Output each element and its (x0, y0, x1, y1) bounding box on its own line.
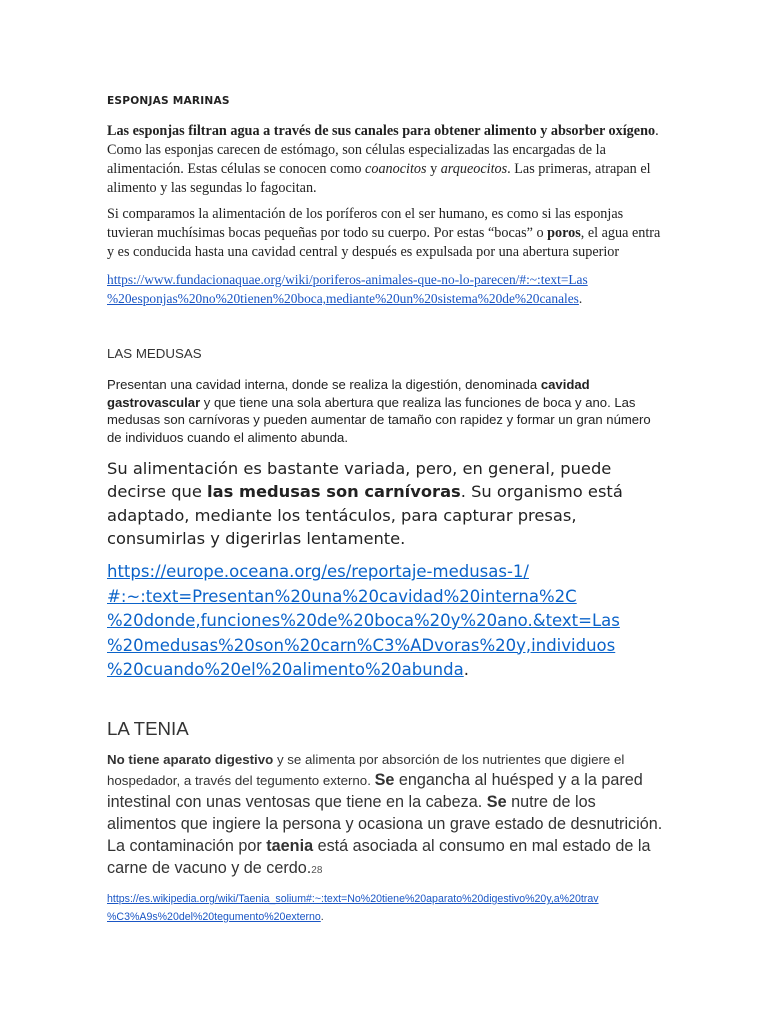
taenia-term: taenia (266, 837, 314, 855)
medusas-link-line-4: %20medusas%20son%20carn%C3%ADvoras%20y,individuos (107, 635, 616, 655)
tenia-p-bold-1: No tiene aparato digestivo (107, 752, 274, 767)
medusas-link-line-2: #:~:text=Presentan%20una%20cavidad%20interna%2C (107, 586, 577, 606)
coanocitos-term: coanocitos (365, 161, 427, 177)
esponjas-source-link-block (107, 270, 667, 308)
medusas-source-link[interactable] (107, 562, 620, 679)
medusas-p1-end: y que tiene una sola abertura que realiza las funciones de boca y ano. Las medusas son carnívoras y pueden aumentar de tamaño con rapidez y formar un gran número de individuos cuando el alimento abunda. (107, 394, 651, 445)
esponjas-p2-text: Si comparamos la alimentación de los poríferos con el ser humano, es como si las esponjas tuvieran muchísimas bocas pequeñas por todo su cuerpo. Por estas “bocas” o (107, 206, 624, 241)
medusas-source-link-block (107, 560, 667, 683)
tenia-paragraph (107, 751, 667, 880)
esponjas-p1-end: . Las primeras, atrapan el alimento y las segundas lo fagocitan. (107, 161, 651, 196)
medusas-link-line-1: https://europe.oceana.org/es/reportaje-medusas-1/ (107, 562, 529, 581)
tenia-source-link[interactable] (107, 893, 599, 923)
medusas-paragraph-1 (107, 376, 667, 446)
footnote-reference: 28 (311, 865, 323, 876)
esponjas-p2-end: , el agua entra y es conducida hasta una cavidad central y después es expulsada por una abertura superior (107, 225, 661, 260)
medusas-paragraph-2 (107, 457, 667, 550)
medusas-p1-text: Presentan una cavidad interna, donde se realiza la digestión, denominada (107, 377, 541, 392)
tenia-p-bold-2: Se (374, 771, 395, 789)
esponjas-p1-text: . Como las esponjas carecen de estómago, son células especializadas las encargadas de la alimentación. Estas células se conocen como (107, 123, 659, 177)
tenia-p-text-1: y se alimenta por absorción de los nutrientes que digiere el hospedador, a través del tegumento externo. (107, 752, 625, 788)
esponjas-paragraph-1 (107, 122, 667, 198)
medusas-p2-end: . Su organismo está adaptado, mediante los tentáculos, para capturar presas, consumirlas y digerirlas lentamente. (107, 482, 623, 548)
medusas-p2-text: Su alimentación es bastante variada, pero, en general, puede decirse que (107, 459, 612, 502)
cavidad-gastrovascular-term: cavidad gastrovascular (107, 377, 590, 410)
tenia-p-text-2: engancha al huésped y a la pared intestinal con unas ventosas que tiene en la cabeza. (107, 771, 643, 811)
esponjas-heading: ESPONJAS MARINAS (107, 95, 230, 107)
medusas-heading: LAS MEDUSAS (107, 346, 202, 361)
medusas-link-line-5: %20cuando%20el%20alimento%20abunda (107, 660, 464, 679)
tenia-p-bold-3: Se (486, 793, 507, 811)
medusas-link-line-3: %20donde,funciones%20de%20boca%20y%20ano.&text=Las (107, 611, 620, 630)
poros-term: poros (547, 225, 581, 241)
tenia-link-line-1: https://es.wikipedia.org/wiki/Taenia_solium#:~:text=No%20tiene%20aparato%20digestivo%20y,a%20trav (107, 893, 599, 905)
esponjas-source-link[interactable] (107, 272, 588, 306)
arqueocitos-term: arqueocitos (440, 161, 508, 177)
tenia-p-text-4: está asociada al consumo en mal estado de la carne de vacuno y de cerdo. (107, 837, 651, 877)
tenia-p-text-3: nutre de los alimentos que ingiere la persona y ocasiona un grave estado de desnutrición. La contaminación por (107, 793, 663, 855)
tenia-source-link-block (107, 889, 687, 925)
esponjas-link-period: . (578, 291, 583, 306)
esponjas-link-line-2: %20esponjas%20no%20tienen%20boca,mediante%20un%20sistema%20de%20canales (107, 291, 579, 306)
medusas-carnivoras-term: las medusas son carnívoras (207, 482, 461, 502)
tenia-link-period: . (320, 911, 324, 923)
medusas-link-period: . (463, 660, 469, 679)
esponjas-link-line-1: https://www.fundacionaquae.org/wiki/poriferos-animales-que-no-lo-parecen/#:~:text=Las (107, 272, 588, 287)
tenia-heading: LA TENIA (107, 718, 189, 739)
esponjas-p1-bold: Las esponjas filtran agua a través de sus canales para obtener alimento y absorber oxígeno (107, 123, 656, 139)
tenia-link-line-2: %C3%A9s%20del%20tegumento%20externo (107, 911, 321, 923)
esponjas-p1-conj: y (426, 161, 441, 177)
esponjas-paragraph-2 (107, 205, 667, 262)
